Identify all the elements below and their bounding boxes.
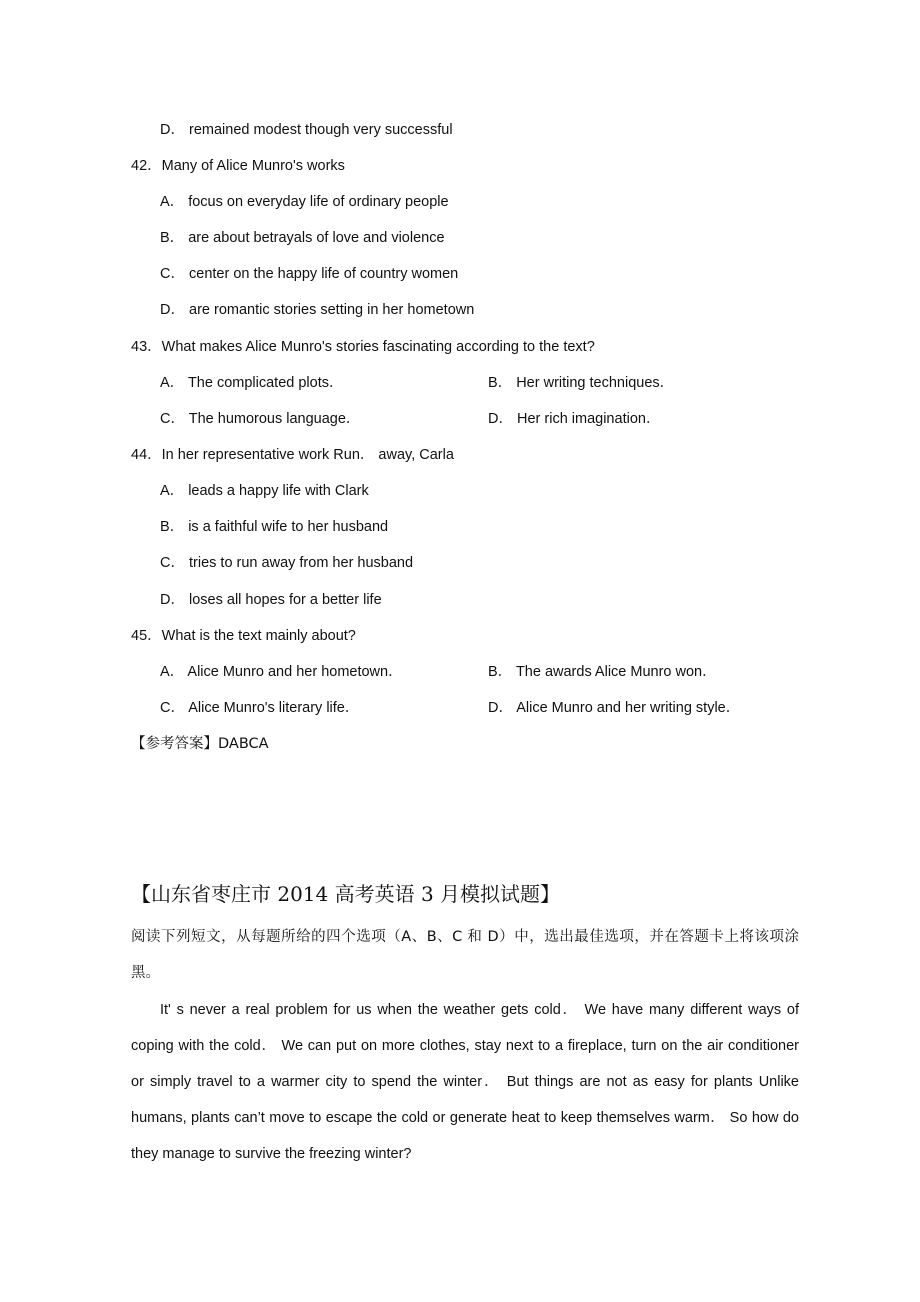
section-title: 【山东省枣庄市 2014 高考英语 3 月模拟试题】 — [131, 882, 561, 906]
instructions: 阅读下列短文，从每题所给的四个选项（A、B、C 和 D）中，选出最佳选项，并在答题卡上将该项涂黑。 — [131, 929, 799, 981]
q44-stem: 44．In her representative work Run． away, Carla — [131, 447, 454, 463]
q43-option-d: D． Her rich imagination． — [488, 411, 661, 427]
q43-option-a: A． The complicated plots． — [160, 375, 344, 391]
q42-stem: 42．Many of Alice Munro's works — [131, 158, 345, 174]
q42-option-d: D． are romantic stories setting in her hometown — [160, 302, 475, 318]
q42-option-a: A． focus on everyday life of ordinary people — [160, 194, 449, 210]
passage-paragraph: It' s never a real problem for us when the weather gets cold． We have many different ways of coping with the cold． We can put on more clothes, stay next to a fireplace, turn on the air conditioner or simply travel to a warmer city to spend the winter． But things are not as easy for plants Unlike humans, plants can’t move to escape the cold or generate heat to keep themselves warm． So how do they manage to survive the freezing winter? — [131, 1002, 799, 1162]
q45-option-a: A． Alice Munro and her hometown． — [160, 664, 403, 680]
q44-option-c: C． tries to run away from her husband — [160, 555, 414, 571]
q44-option-d: D． loses all hopes for a better life — [160, 592, 382, 608]
q45-option-d: D． Alice Munro and her writing style． — [488, 700, 741, 716]
q45-option-b: B． The awards Alice Munro won． — [488, 664, 717, 680]
q41-option-d: D． remained modest though very successful — [160, 122, 453, 138]
q43-option-b: B． Her writing techniques． — [488, 375, 675, 391]
q42-option-b: B． are about betrayals of love and violence — [160, 230, 445, 246]
q43-option-c: C． The humorous language． — [160, 411, 361, 427]
q44-option-b: B． is a faithful wife to her husband — [160, 519, 389, 535]
q44-option-a: A． leads a happy life with Clark — [160, 483, 369, 499]
q42-option-c: C． center on the happy life of country women — [160, 266, 459, 282]
q45-stem: 45．What is the text mainly about? — [131, 628, 356, 644]
q45-option-c: C． Alice Munro's literary life． — [160, 700, 360, 716]
q43-stem: 43．What makes Alice Munro's stories fascinating according to the text? — [131, 339, 595, 355]
answer-key: 【参考答案】DABCA — [131, 736, 269, 752]
